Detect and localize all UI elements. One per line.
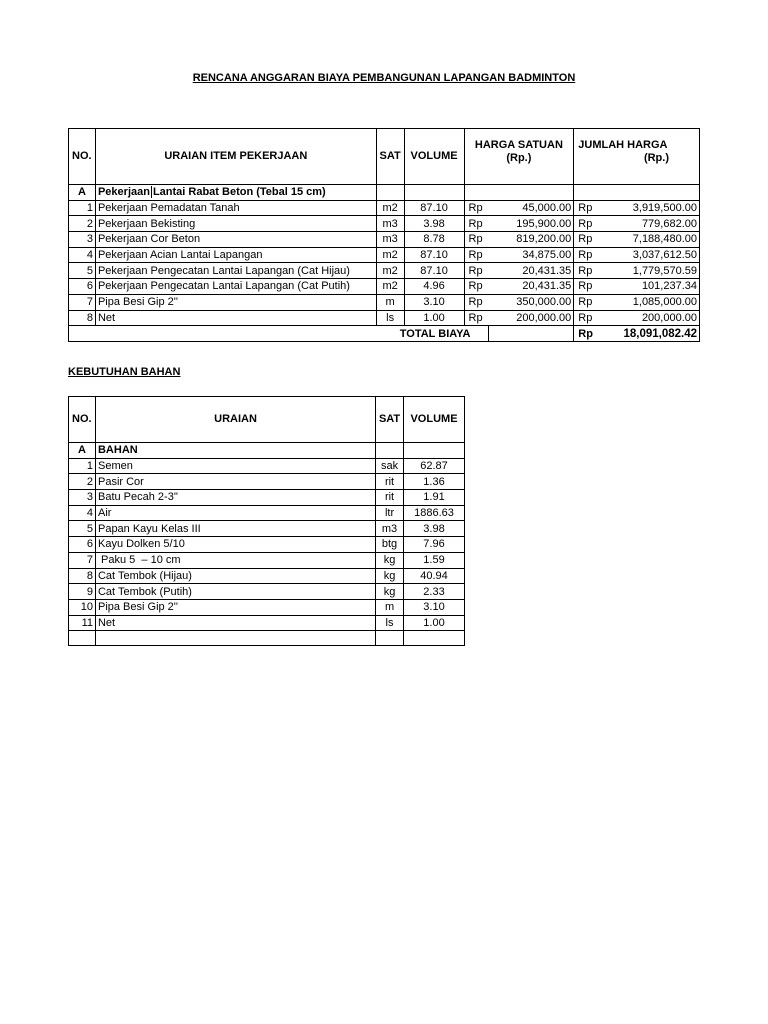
section-code: A — [69, 185, 96, 201]
header-no: NO. — [69, 397, 96, 443]
row-jumlah-rp: Rp — [574, 310, 596, 326]
row-volume: 62.87 — [404, 458, 465, 474]
empty-cell — [404, 443, 465, 459]
row-no: 6 — [69, 537, 96, 553]
empty-cell — [376, 185, 404, 201]
row-harga-satuan: 34,875.00 — [489, 247, 574, 263]
row-uraian: Papan Kayu Kelas III — [95, 521, 375, 537]
empty-cell — [95, 631, 375, 646]
row-volume: 87.10 — [404, 247, 464, 263]
row-uraian: Pekerjaan Pemadatan Tanah — [95, 200, 376, 216]
row-jumlah-rp: Rp — [574, 263, 596, 279]
table-row — [69, 294, 700, 310]
row-sat: kg — [376, 568, 404, 584]
row-uraian: Cat Tembok (Hijau) — [95, 568, 375, 584]
section-name: BAHAN — [95, 443, 375, 459]
row-no: 7 — [69, 552, 96, 568]
empty-cell — [69, 631, 96, 646]
header-sat: SAT — [376, 397, 404, 443]
row-uraian: Pekerjaan Bekisting — [95, 216, 376, 232]
header-jumlah-harga — [574, 129, 700, 185]
row-uraian: Batu Pecah 2-3'' — [95, 490, 375, 506]
row-uraian: Pekerjaan Acian Lantai Lapangan — [95, 247, 376, 263]
row-no: 2 — [69, 474, 96, 490]
table-row — [69, 458, 465, 474]
row-jumlah-rp: Rp — [574, 279, 596, 295]
row-harga-rp: Rp — [464, 232, 489, 248]
table-row — [69, 232, 700, 248]
row-no: 10 — [69, 599, 96, 615]
row-harga-satuan: 20,431.35 — [489, 279, 574, 295]
row-uraian: Net — [95, 310, 376, 326]
row-jumlah-rp: Rp — [574, 200, 596, 216]
total-rp: Rp — [574, 326, 596, 342]
row-volume: 3.10 — [404, 599, 465, 615]
row-no: 5 — [69, 521, 96, 537]
row-uraian: Kayu Dolken 5/10 — [95, 537, 375, 553]
row-uraian: Pekerjaan Pengecatan Lantai Lapangan (Cat Hijau) — [95, 263, 376, 279]
row-no: 1 — [69, 458, 96, 474]
row-harga-rp: Rp — [464, 294, 489, 310]
table-row — [69, 216, 700, 232]
table-row — [69, 310, 700, 326]
row-sat: kg — [376, 552, 404, 568]
table-row — [69, 200, 700, 216]
row-harga-rp: Rp — [464, 279, 489, 295]
row-jumlah-harga: 779,682.00 — [596, 216, 700, 232]
row-no: 9 — [69, 584, 96, 600]
row-sat: ls — [376, 615, 404, 631]
header-harga-satuan-label: HARGA SATUAN — [474, 139, 563, 151]
row-no: 4 — [69, 247, 96, 263]
empty-cell — [489, 326, 574, 342]
header-no: NO. — [69, 129, 96, 185]
section-row — [69, 443, 465, 459]
row-sat: btg — [376, 537, 404, 553]
row-jumlah-harga: 200,000.00 — [596, 310, 700, 326]
row-sat: kg — [376, 584, 404, 600]
empty-cell — [489, 185, 574, 201]
row-no: 6 — [69, 279, 96, 295]
empty-cell — [376, 631, 404, 646]
row-sat: m3 — [376, 232, 404, 248]
section-title-kebutuhan-bahan: KEBUTUHAN BAHAN — [68, 366, 181, 378]
table-row — [69, 247, 700, 263]
row-uraian: Paku 5 – 10 cm — [95, 552, 375, 568]
table-row — [69, 490, 465, 506]
row-no: 1 — [69, 200, 96, 216]
row-uraian: Semen — [95, 458, 375, 474]
row-sat: m3 — [376, 216, 404, 232]
total-label: TOTAL BIAYA — [69, 326, 489, 342]
table-row — [69, 279, 700, 295]
row-volume: 40.94 — [404, 568, 465, 584]
total-row — [69, 326, 700, 342]
section-name-part1: Pekerjaan — [97, 186, 150, 199]
row-harga-rp: Rp — [464, 310, 489, 326]
row-volume: 1.00 — [404, 310, 464, 326]
row-harga-satuan: 45,000.00 — [489, 200, 574, 216]
row-uraian: Cat Tembok (Putih) — [95, 584, 375, 600]
header-jumlah-harga-unit: (Rp.) — [643, 152, 669, 164]
row-harga-rp: Rp — [464, 263, 489, 279]
empty-cell — [404, 631, 465, 646]
row-uraian: Pekerjaan Cor Beton — [95, 232, 376, 248]
section-name — [95, 185, 376, 201]
row-harga-satuan: 195,900.00 — [489, 216, 574, 232]
row-no: 4 — [69, 505, 96, 521]
row-jumlah-rp: Rp — [574, 247, 596, 263]
row-volume: 1886.63 — [404, 505, 465, 521]
row-sat: m2 — [376, 279, 404, 295]
row-jumlah-rp: Rp — [574, 294, 596, 310]
table-row — [69, 584, 465, 600]
section-code: A — [69, 443, 96, 459]
row-no: 5 — [69, 263, 96, 279]
header-uraian: URAIAN — [95, 397, 375, 443]
table-row — [69, 537, 465, 553]
row-harga-satuan: 819,200.00 — [489, 232, 574, 248]
row-volume: 1.36 — [404, 474, 465, 490]
empty-cell — [404, 185, 464, 201]
row-no: 3 — [69, 232, 96, 248]
row-harga-rp: Rp — [464, 247, 489, 263]
row-sat: m2 — [376, 247, 404, 263]
row-volume: 87.10 — [404, 263, 464, 279]
row-no: 7 — [69, 294, 96, 310]
row-sat: m — [376, 599, 404, 615]
row-jumlah-harga: 3,919,500.00 — [596, 200, 700, 216]
row-uraian: Pasir Cor — [95, 474, 375, 490]
row-jumlah-harga: 101,237.34 — [596, 279, 700, 295]
row-volume: 87.10 — [404, 200, 464, 216]
header-uraian: URAIAN ITEM PEKERJAAN — [95, 129, 376, 185]
table-row — [69, 615, 465, 631]
row-jumlah-harga: 1,085,000.00 — [596, 294, 700, 310]
header-harga-satuan — [464, 129, 574, 185]
table-header-row — [69, 397, 465, 443]
header-jumlah-harga-label: JUMLAH HARGA — [578, 139, 668, 151]
row-harga-rp: Rp — [464, 216, 489, 232]
row-no: 8 — [69, 568, 96, 584]
row-no: 3 — [69, 490, 96, 506]
row-harga-satuan: 200,000.00 — [489, 310, 574, 326]
row-volume: 1.91 — [404, 490, 465, 506]
row-jumlah-harga: 1,779,570.59 — [596, 263, 700, 279]
row-jumlah-harga: 3,037,612.50 — [596, 247, 700, 263]
row-no: 8 — [69, 310, 96, 326]
cost-estimate-table — [68, 128, 700, 342]
row-sat: sak — [376, 458, 404, 474]
row-sat: ls — [376, 310, 404, 326]
row-uraian: Air — [95, 505, 375, 521]
row-uraian: Pipa Besi Gip 2'' — [95, 294, 376, 310]
row-jumlah-rp: Rp — [574, 216, 596, 232]
row-harga-rp: Rp — [464, 200, 489, 216]
row-sat: rit — [376, 474, 404, 490]
table-row — [69, 521, 465, 537]
empty-row — [69, 631, 465, 646]
row-volume: 4.96 — [404, 279, 464, 295]
row-no: 2 — [69, 216, 96, 232]
table-row — [69, 474, 465, 490]
empty-cell — [574, 185, 596, 201]
section-row — [69, 185, 700, 201]
row-volume: 1.00 — [404, 615, 465, 631]
header-volume: VOLUME — [404, 129, 464, 185]
row-jumlah-harga: 7,188,480.00 — [596, 232, 700, 248]
table-row — [69, 552, 465, 568]
empty-cell — [376, 443, 404, 459]
section-name-part2: Lantai Rabat Beton (Tebal 15 cm) — [152, 186, 326, 199]
row-volume: 8.78 — [404, 232, 464, 248]
row-uraian: Net — [95, 615, 375, 631]
row-sat: m2 — [376, 263, 404, 279]
row-sat: m — [376, 294, 404, 310]
table-row — [69, 568, 465, 584]
row-sat: ltr — [376, 505, 404, 521]
row-volume: 3.10 — [404, 294, 464, 310]
page-title: RENCANA ANGGARAN BIAYA PEMBANGUNAN LAPANGAN BADMINTON — [192, 72, 576, 84]
materials-table — [68, 396, 465, 646]
row-volume: 3.98 — [404, 216, 464, 232]
empty-cell — [596, 185, 700, 201]
row-volume: 7.96 — [404, 537, 465, 553]
row-sat: rit — [376, 490, 404, 506]
header-volume: VOLUME — [404, 397, 465, 443]
row-jumlah-rp: Rp — [574, 232, 596, 248]
table-header-row — [69, 129, 700, 185]
row-volume: 2.33 — [404, 584, 465, 600]
header-sat: SAT — [376, 129, 404, 185]
row-volume: 3.98 — [404, 521, 465, 537]
table-row — [69, 263, 700, 279]
row-uraian: Pipa Besi Gip 2'' — [95, 599, 375, 615]
row-harga-satuan: 20,431.35 — [489, 263, 574, 279]
row-sat: m2 — [376, 200, 404, 216]
empty-cell — [464, 185, 489, 201]
row-uraian: Pekerjaan Pengecatan Lantai Lapangan (Cat Putih) — [95, 279, 376, 295]
row-volume: 1.59 — [404, 552, 465, 568]
table-row — [69, 505, 465, 521]
row-no: 11 — [69, 615, 96, 631]
header-harga-satuan-unit: (Rp.) — [506, 152, 532, 164]
total-value: 18,091,082.42 — [596, 326, 700, 342]
row-harga-satuan: 350,000.00 — [489, 294, 574, 310]
row-sat: m3 — [376, 521, 404, 537]
table-row — [69, 599, 465, 615]
